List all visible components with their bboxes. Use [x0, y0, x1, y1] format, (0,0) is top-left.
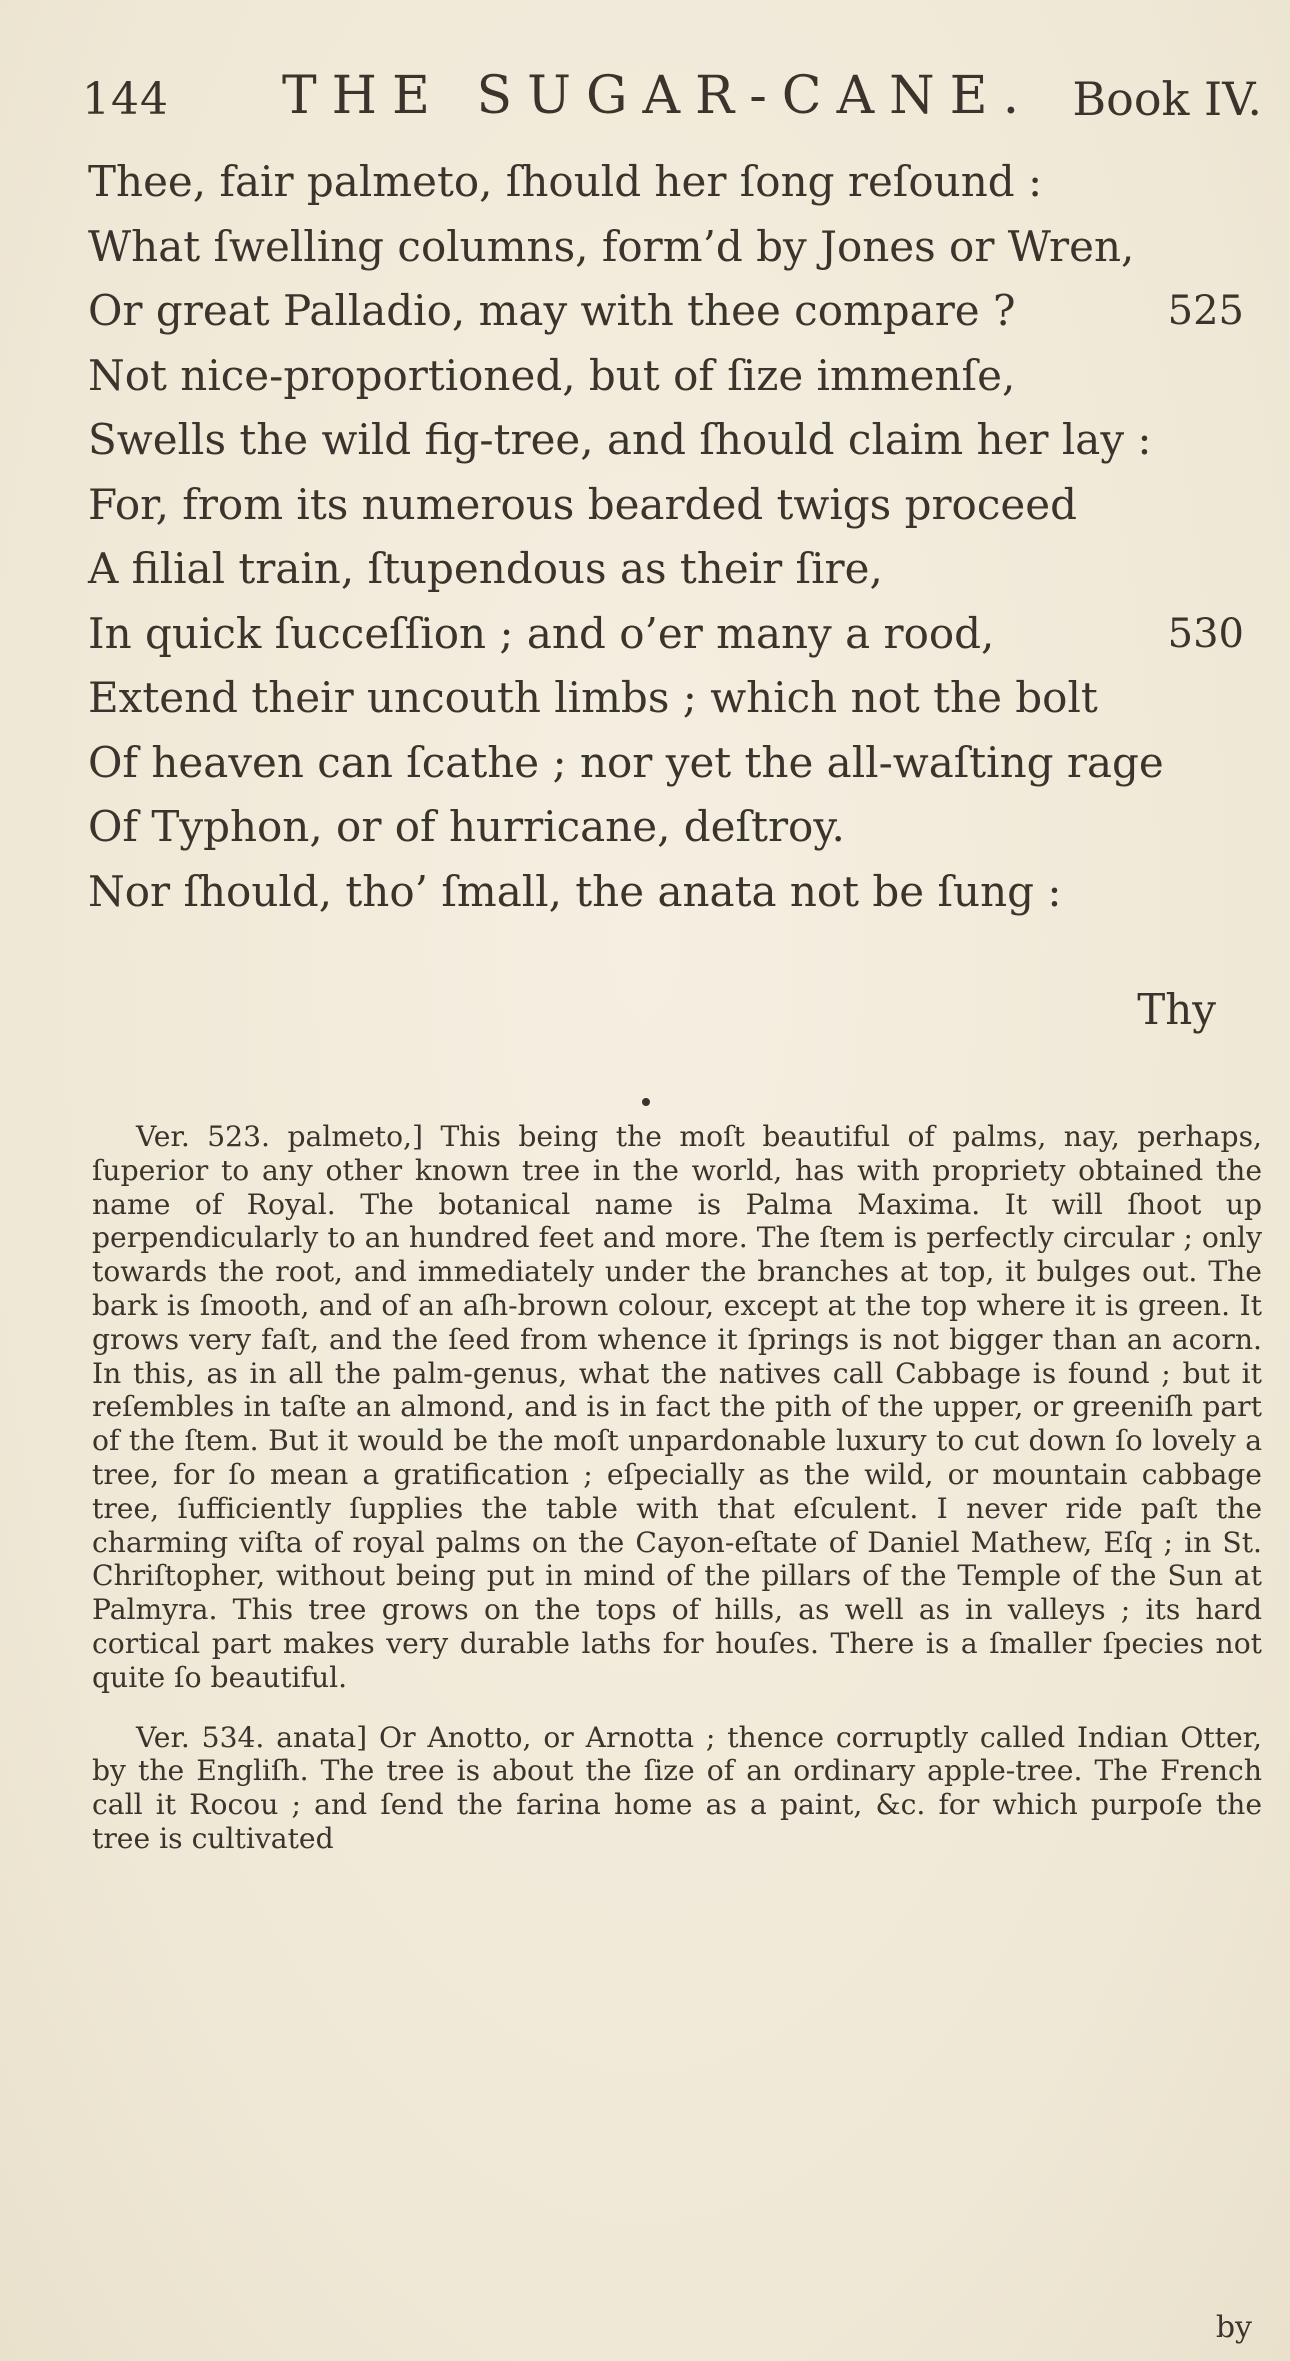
footnote	[92, 1120, 1262, 1695]
running-title: THE SUGAR-CANE.	[282, 66, 1035, 126]
verse-line	[88, 731, 1268, 796]
verse-text: Swells the wild fig-tree, and ſhould claim her lay :	[88, 415, 1152, 464]
footnotes	[92, 1120, 1262, 1856]
verse-line	[88, 215, 1268, 280]
verse-line	[88, 860, 1268, 925]
ink-dot	[642, 1098, 650, 1106]
verse-line	[88, 602, 1268, 667]
footnote-catchword: by	[1215, 2310, 1252, 2345]
footnote-text: Or Anotto, or Arnotta ; thence corruptly called Indian Otter, by the Engliſh. The tree is about the ſize of an ordinary apple-tree. The French call it Rocou ; and ſend the farina home as a paint, &c. for which purpoſe the tree is cultivated	[92, 1720, 1262, 1855]
footnote-reference: Ver. 534. anata]	[136, 1720, 368, 1754]
verse-line	[88, 279, 1268, 344]
book-label: Book IV.	[1072, 72, 1262, 126]
line-number: 525	[1167, 288, 1244, 334]
line-number: 530	[1167, 610, 1244, 657]
verse-text: Thee, fair palmeto, ſhould her ſong reſound :	[88, 157, 1043, 206]
poem-text	[88, 150, 1268, 924]
verse-text: Extend their uncouth limbs ; which not the bolt	[88, 673, 1098, 722]
verse-text: Of Typhon, or of hurricane, deſtroy.	[88, 802, 845, 851]
footnote	[92, 1721, 1262, 1856]
verse-text: Not nice-proportioned, but of ſize immenſe,	[88, 350, 1016, 400]
verse-line	[88, 408, 1268, 473]
running-head	[82, 62, 1262, 132]
verse-line	[88, 537, 1268, 602]
verse-text: For, from its numerous bearded twigs proceed	[88, 479, 1077, 529]
verse-text: Of heaven can ſcathe ; nor yet the all-waſting rage	[88, 737, 1164, 787]
verse-text: Or great Palladio, may with thee compare ?	[88, 286, 1016, 335]
verse-line	[88, 795, 1268, 860]
verse-text: Nor ſhould, tho’ ſmall, the anata not be ſung :	[88, 866, 1062, 916]
poem-catchword: Thy	[1137, 985, 1216, 1034]
verse-line	[88, 150, 1268, 215]
page-number: 144	[82, 74, 169, 125]
verse-line	[88, 666, 1268, 731]
verse-text: What ſwelling columns, form’d by Jones or Wren,	[88, 221, 1135, 271]
footnote-text: This being the moſt beautiful of palms, nay, perhaps, ſuperior to any other known tree in the world, has with propriety obtained the name of Royal. The botanical name is Palma Maxima. It will ſhoot up perpendicularly to an hundred feet and more. The ſtem is perfectly circular ; only towards the root, and immediately under the branches at top, it bulges out. The bark is ſmooth, and of an aſh-brown colour, except at the top where it is green. It grows very faſt, and the ſeed from whence it ſprings is not bigger than an acorn. In this, as in all the palm-genus, what the natives call Cabbage is found ; but it reſembles in taſte an almond, and is in fact the pith of the upper, or greeniſh part of the ſtem. But it would be the moſt unpardonable luxury to cut down ſo lovely a tree, for ſo mean a gratification ; eſpecially as the wild, or mountain cabbage tree, ſufficiently ſupplies the table with that eſculent. I never ride paſt the charming viſta of royal palms on the Cayon-eſtate of Daniel Mathew, Eſq ; in St. Chriſtopher, without being put in mind of the pillars of the Temple of the Sun at Palmyra. This tree grows on the tops of hills, as well as in valleys ; its hard cortical part makes very durable laths for houſes. There is a ſmaller ſpecies not quite ſo beautiful.	[92, 1120, 1262, 1694]
verse-text: In quick ſucceſſion ; and o’er many a rood,	[88, 608, 995, 658]
verse-line	[88, 473, 1268, 538]
footnote-reference: Ver. 523. palmeto,]	[136, 1120, 424, 1153]
verse-line	[88, 344, 1268, 409]
verse-text: A filial train, ſtupendous as their ſire,	[88, 544, 883, 593]
